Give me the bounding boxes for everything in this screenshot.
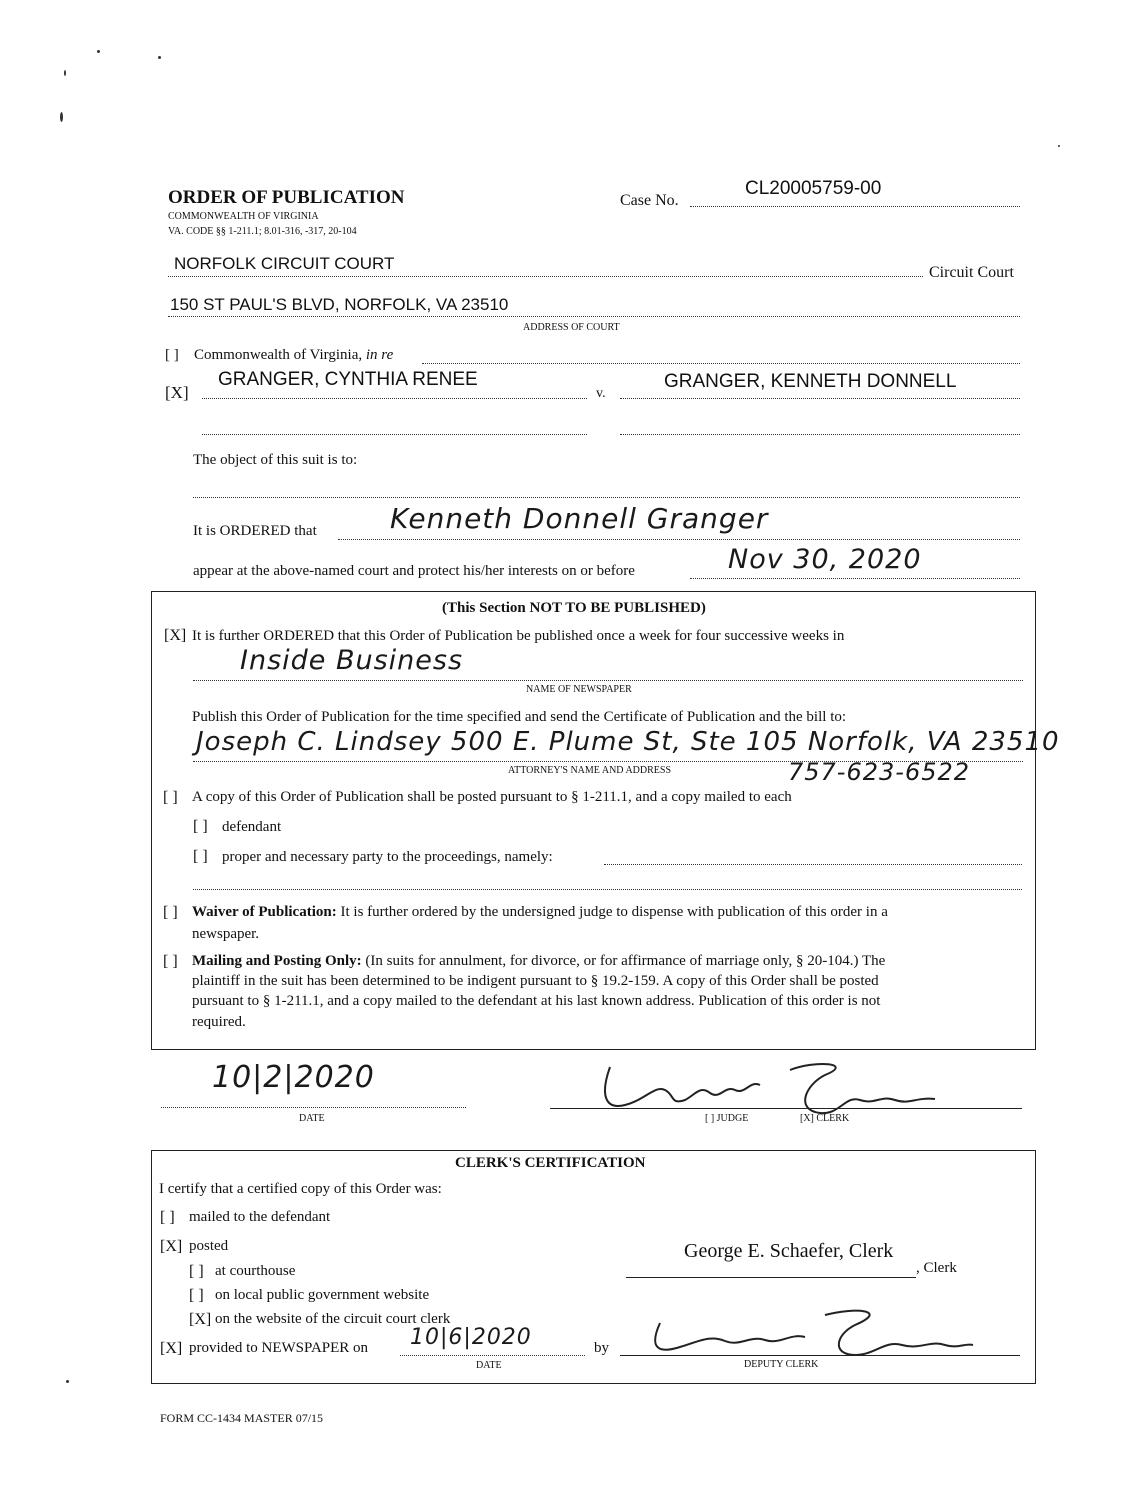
deputy-line [620,1355,1020,1356]
scan-speck [1058,145,1060,147]
plaintiff-line-2 [202,434,587,435]
provided-date: 10|6|2020 [410,1325,532,1350]
court-address: 150 ST PAUL'S BLVD, NORFOLK, VA 23510 [170,295,509,314]
commonwealth-label [194,347,393,364]
attorney-caption: ATTORNEY'S NAME AND ADDRESS [508,765,672,776]
clerk-name: George E. Schaefer, Clerk [684,1240,894,1262]
cert-posted-checkbox[interactable]: [X] [160,1238,183,1255]
scan-speck [97,50,100,53]
defendant-checkbox[interactable]: [ ] [193,818,208,835]
appear-date: Nov 30, 2020 [728,544,922,575]
ordered-name: Kenneth Donnell Granger [390,502,769,535]
mailing-text-1: (In suits for annulment, for divorce, or for affirmance of marriage only, § 20-104.) The [365,953,886,969]
code-line: VA. CODE §§ 1-211.1; 8.01-316, -317, 20-104 [168,226,357,237]
court-suffix: Circuit Court [929,264,1014,281]
defendant-text: defendant [222,819,282,835]
scan-speck [60,112,63,122]
deputy-signature [640,1305,980,1365]
mailing-line-1 [192,953,885,970]
in-re-text: in re [365,347,394,363]
order-date-caption: DATE [299,1113,325,1124]
object-label: The object of this suit is to: [193,452,358,468]
scan-speck [66,1380,69,1383]
waiver-bold: Waiver of Publication: [192,904,337,920]
local-website-checkbox[interactable]: [ ] [189,1287,204,1304]
defendant-line-2 [620,434,1020,435]
mailed-checkbox[interactable]: [ ] [160,1209,175,1226]
send-text: Publish this Order of Publication for the time specified and send the Certificate of Publication and the bill to: [192,709,847,725]
provided-checkbox[interactable]: [X] [160,1340,183,1357]
versus-text: v. [596,386,606,401]
newspaper-line [193,680,1023,681]
provided-date-caption: DATE [476,1360,502,1371]
versus-checkbox[interactable]: [X] [165,383,189,402]
waiver-text: It is further ordered by the undersigned judge to dispense with publication of this order in a [340,904,888,920]
case-number-line [690,206,1020,207]
provided-date-line [400,1355,585,1356]
party-checkbox[interactable]: [ ] [193,848,208,865]
clerk-website-text: on the website of the circuit court clerk [215,1311,451,1327]
defendant-name: GRANGER, KENNETH DONNELL [664,371,957,392]
plaintiff-name: GRANGER, CYNTHIA RENEE [218,369,478,390]
posted-copy-checkbox[interactable]: [ ] [163,789,178,806]
publish-checkbox[interactable]: [X] [164,627,187,644]
plaintiff-line [202,398,587,399]
deputy-caption: DEPUTY CLERK [744,1359,819,1370]
by-text: by [594,1340,609,1356]
clerk-caption: [X] CLERK [800,1113,850,1124]
court-name-line [168,276,923,277]
address-caption: ADDRESS OF COURT [523,322,620,333]
posted-copy-text: A copy of this Order of Publication shall be posted pursuant to § 1-211.1, and a copy mailed to each [192,789,792,805]
clerk-suffix: , Clerk [916,1260,957,1276]
not-published-heading: (This Section NOT TO BE PUBLISHED) [442,600,706,616]
waiver-checkbox[interactable]: [ ] [163,904,178,921]
clerk-signature [595,1055,945,1125]
form-number: FORM CC-1434 MASTER 07/15 [160,1411,324,1425]
waiver-line-2: newspaper. [192,926,260,942]
appear-date-line [690,578,1020,579]
cert-posted-text: posted [189,1238,229,1254]
in-re-line [422,363,1020,364]
mailing-line-2: plaintiff in the suit has been determined to be indigent pursuant to § 19.2-159. A copy of this Order shall be posted [192,973,879,989]
signature-line [550,1108,1022,1109]
ordered-name-line [338,539,1020,540]
order-date: 10|2|2020 [212,1060,375,1095]
publish-text: It is further ORDERED that this Order of Publication be published once a week for four successive weeks in [192,628,845,644]
mailing-checkbox[interactable]: [ ] [163,953,178,970]
scan-speck [64,70,66,76]
commonwealth-checkbox[interactable]: [ ] [165,347,179,363]
commonwealth-text: Commonwealth of Virginia, [194,347,363,363]
certification-heading: CLERK'S CERTIFICATION [455,1155,646,1171]
party-text: proper and necessary party to the proceedings, namely: [222,849,553,865]
newspaper-name: Inside Business [240,645,464,676]
appear-text: appear at the above-named court and protect his/her interests on or before [193,563,635,579]
object-line [193,497,1020,498]
provided-text: provided to NEWSPAPER on [189,1340,369,1356]
mailed-text: mailed to the defendant [189,1209,331,1225]
attorney-phone: 757-623-6522 [788,758,971,786]
clerk-name-line [626,1277,916,1278]
commonwealth-line: COMMONWEALTH OF VIRGINIA [168,211,319,222]
local-website-text: on local public government website [215,1287,430,1303]
defendant-line [620,398,1020,399]
case-label: Case No. [620,192,679,209]
mailing-line-4: required. [192,1014,246,1030]
form-title: ORDER OF PUBLICATION [168,187,405,208]
party-line [604,864,1022,865]
newspaper-caption: NAME OF NEWSPAPER [526,684,632,695]
waiver-line-1 [192,904,888,921]
mailing-line-3: pursuant to § 1-211.1, and a copy mailed to the defendant at his last known address. Publication of this order is not [192,993,881,1009]
scan-speck [158,56,161,59]
courthouse-text: at courthouse [215,1263,296,1279]
case-number: CL20005759-00 [745,178,882,199]
court-address-line [168,316,1020,317]
order-date-line [161,1107,466,1108]
mailing-bold: Mailing and Posting Only: [192,953,362,969]
ordered-label: It is ORDERED that [193,523,317,539]
party-line-2 [193,889,1022,890]
courthouse-checkbox[interactable]: [ ] [189,1263,204,1280]
attorney-address: Joseph C. Lindsey 500 E. Plume St, Ste 105 Norfolk, VA 23510 [196,727,1060,757]
court-name: NORFOLK CIRCUIT COURT [174,254,395,273]
judge-caption: [ ] JUDGE [705,1113,749,1124]
certification-intro: I certify that a certified copy of this Order was: [159,1181,442,1197]
clerk-website-checkbox[interactable]: [X] [189,1311,212,1328]
